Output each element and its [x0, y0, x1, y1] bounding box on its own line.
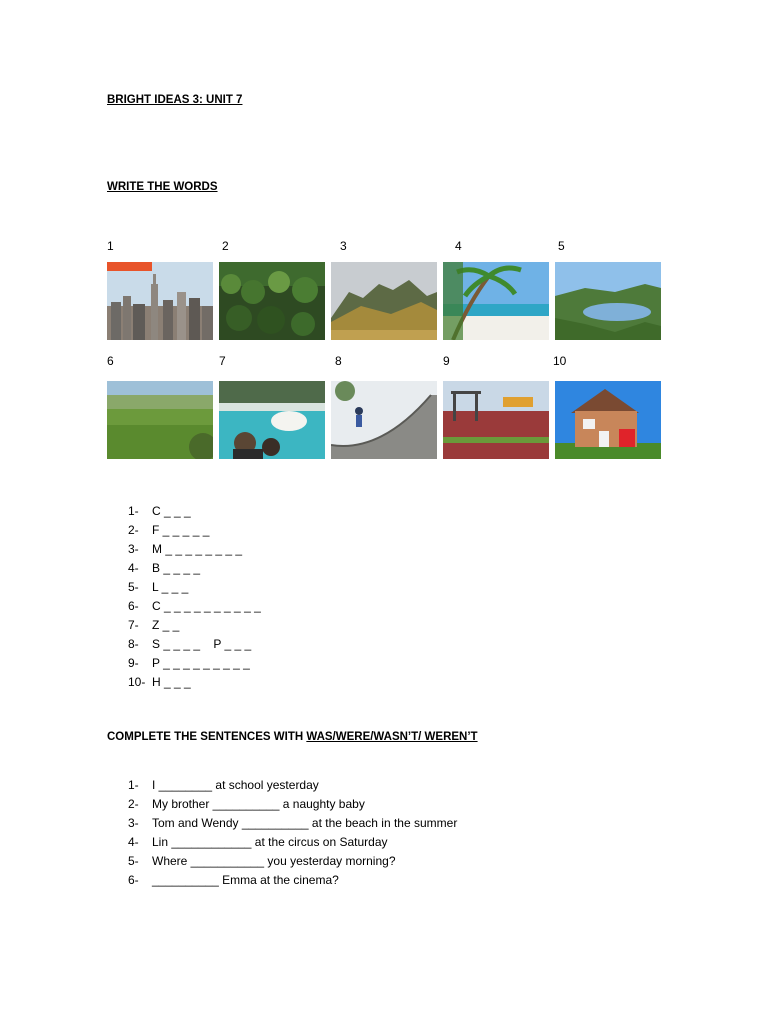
- list-item: [128, 540, 261, 559]
- item-number: 2-: [128, 797, 139, 811]
- picture-number: 3: [340, 239, 347, 253]
- list-item: [128, 559, 261, 578]
- list-item: [128, 502, 261, 521]
- word-clue-list: [128, 502, 261, 692]
- item-text: Z _ _: [152, 618, 180, 632]
- list-item: [128, 673, 261, 692]
- item-number: 5-: [128, 854, 139, 868]
- item-number: 8-: [128, 637, 139, 651]
- list-item: [128, 833, 457, 852]
- item-number: 10-: [128, 675, 146, 689]
- list-item: [128, 871, 457, 890]
- sentence-list: [128, 776, 457, 890]
- picture-number: 7: [219, 354, 226, 368]
- picture-number: 2: [222, 239, 229, 253]
- item-text: B _ _ _ _: [152, 561, 201, 575]
- item-text: C _ _ _: [152, 504, 191, 518]
- picture-lake: [555, 262, 661, 340]
- item-text: L _ _ _: [152, 580, 189, 594]
- picture-countryside: [107, 381, 213, 459]
- item-text: __________ Emma at the cinema?: [152, 873, 339, 887]
- picture-number: 4: [455, 239, 462, 253]
- item-number: 6-: [128, 599, 139, 613]
- list-item: [128, 578, 261, 597]
- picture-mountains: [331, 262, 437, 340]
- list-item: [128, 814, 457, 833]
- picture-beach: [443, 262, 549, 340]
- list-item: [128, 852, 457, 871]
- picture-number: 6: [107, 354, 114, 368]
- picture-number: 10: [553, 354, 567, 368]
- item-number: 9-: [128, 656, 139, 670]
- heading-underlined: WAS/WERE/WASN’T/ WEREN’T: [306, 731, 478, 743]
- item-text: M _ _ _ _ _ _ _ _: [152, 542, 243, 556]
- list-item: [128, 776, 457, 795]
- picture-forest: [219, 262, 325, 340]
- item-number: 2-: [128, 523, 139, 537]
- picture-city: [107, 262, 213, 340]
- section-heading-complete-sentences: [107, 731, 478, 743]
- section-heading-write-words: WRITE THE WORDS: [107, 181, 218, 193]
- picture-house: [555, 381, 661, 459]
- item-text: Where ___________ you yesterday morning?: [152, 854, 396, 868]
- item-text: Tom and Wendy __________ at the beach in the summer: [152, 816, 458, 830]
- item-text: I ________ at school yesterday: [152, 778, 319, 792]
- list-item: [128, 795, 457, 814]
- picture-playground: [443, 381, 549, 459]
- item-number: 1-: [128, 504, 139, 518]
- item-number: 6-: [128, 873, 139, 887]
- list-item: [128, 616, 261, 635]
- item-text: Lin ____________ at the circus on Saturday: [152, 835, 388, 849]
- item-number: 7-: [128, 618, 139, 632]
- picture-number: 9: [443, 354, 450, 368]
- list-item: [128, 597, 261, 616]
- item-number: 4-: [128, 561, 139, 575]
- list-item: [128, 521, 261, 540]
- item-text: C _ _ _ _ _ _ _ _ _ _: [152, 599, 261, 613]
- item-text: My brother __________ a naughty baby: [152, 797, 365, 811]
- picture-skate-park: [331, 381, 437, 459]
- item-number: 3-: [128, 542, 139, 556]
- picture-number: 5: [558, 239, 565, 253]
- picture-number: 1: [107, 239, 114, 253]
- item-number: 3-: [128, 816, 139, 830]
- item-text: P _ _ _ _ _ _ _ _ _: [152, 656, 250, 670]
- item-number: 4-: [128, 835, 139, 849]
- list-item: [128, 635, 261, 654]
- item-number: 1-: [128, 778, 139, 792]
- picture-zoo: [219, 381, 325, 459]
- list-item: [128, 654, 261, 673]
- item-text: S _ _ _ _ P _ _ _: [152, 637, 252, 651]
- item-number: 5-: [128, 580, 139, 594]
- item-text: H _ _ _: [152, 675, 191, 689]
- heading-prefix: COMPLETE THE SENTENCES WITH: [107, 731, 307, 743]
- page-title: BRIGHT IDEAS 3: UNIT 7: [107, 94, 243, 106]
- picture-number: 8: [335, 354, 342, 368]
- item-text: F _ _ _ _ _: [152, 523, 210, 537]
